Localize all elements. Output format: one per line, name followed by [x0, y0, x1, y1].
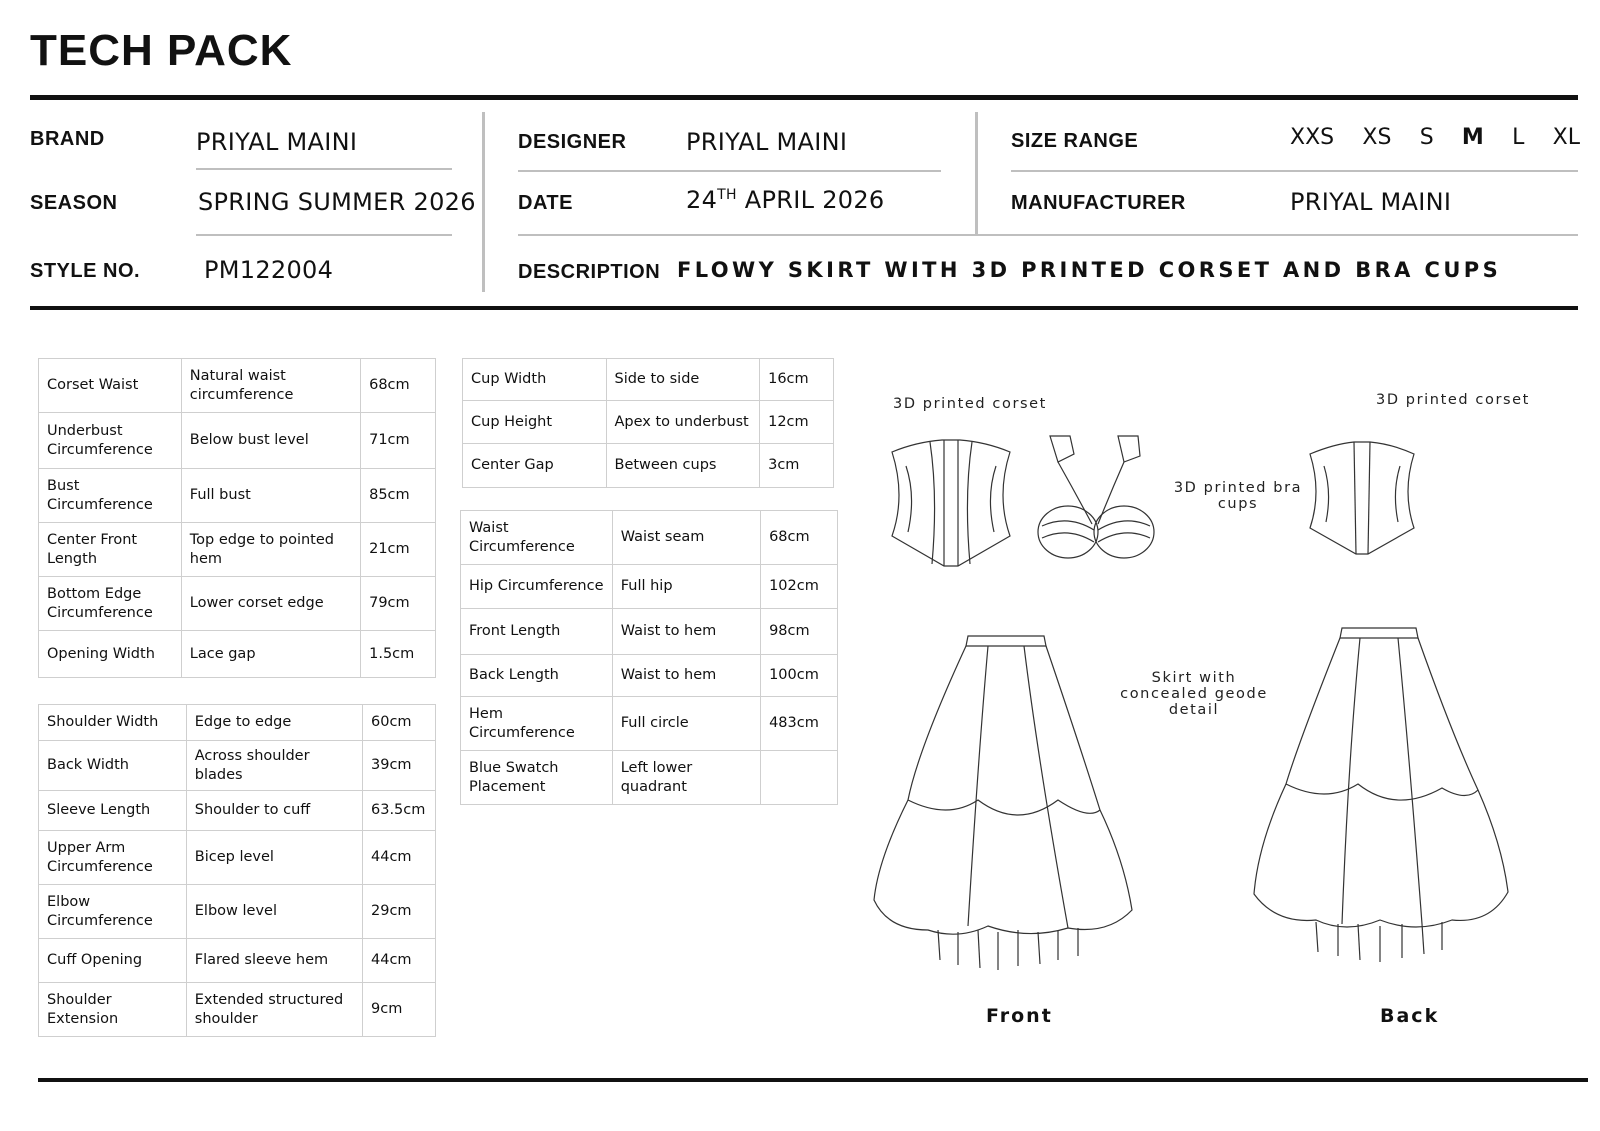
- measurement-name: Hem Circumference: [461, 697, 613, 751]
- measurement-value: [761, 751, 838, 805]
- measurement-name: Hip Circumference: [461, 565, 613, 609]
- table-row: [39, 705, 436, 741]
- measurement-point: Extended structured shoulder: [186, 983, 362, 1037]
- measurement-value: 63.5cm: [363, 791, 436, 831]
- measurement-value: 483cm: [761, 697, 838, 751]
- measurement-value: 98cm: [761, 609, 838, 655]
- season-label: SEASON: [30, 192, 118, 214]
- measurement-value: 60cm: [363, 705, 436, 741]
- measurement-point: Elbow level: [186, 885, 362, 939]
- size-option-selected: M: [1461, 125, 1484, 150]
- measurement-value: 21cm: [361, 523, 436, 577]
- size-option: L: [1512, 125, 1525, 150]
- measurement-point: Edge to edge: [186, 705, 362, 741]
- measurement-name: Shoulder Width: [39, 705, 187, 741]
- skirt-front-sketch: [868, 630, 1138, 975]
- measurement-name: Center Front Length: [39, 523, 182, 577]
- measurement-point: Waist seam: [612, 511, 760, 565]
- size-option: XL: [1552, 125, 1580, 150]
- measurement-name: Corset Waist: [39, 359, 182, 413]
- skirt-back-sketch: [1246, 624, 1516, 974]
- header-bottom-rule: [30, 306, 1578, 310]
- caption-skirt: Skirt with concealed geode detail: [1120, 670, 1268, 718]
- table-row: [39, 469, 436, 523]
- measurement-name: Bottom Edge Circumference: [39, 577, 182, 631]
- table-row: [461, 751, 838, 805]
- measurement-name: Bust Circumference: [39, 469, 182, 523]
- table-row: [39, 523, 436, 577]
- table-row: [39, 577, 436, 631]
- table-row: [461, 511, 838, 565]
- divider: [196, 168, 452, 170]
- measurement-value: 29cm: [363, 885, 436, 939]
- table-row: [461, 565, 838, 609]
- divider: [975, 112, 978, 234]
- manufacturer-label: MANUFACTURER: [1011, 192, 1186, 214]
- measurement-point: Top edge to pointed hem: [181, 523, 360, 577]
- measurement-value: 102cm: [761, 565, 838, 609]
- measurement-point: Left lower quadrant: [612, 751, 760, 805]
- table-row: [463, 401, 834, 444]
- date-label: DATE: [518, 192, 573, 214]
- measurement-value: 39cm: [363, 741, 436, 791]
- footer-rule: [38, 1078, 1588, 1082]
- measurement-point: Full hip: [612, 565, 760, 609]
- corset-front-sketch: [886, 436, 1016, 570]
- table-row: [463, 444, 834, 488]
- style-value: PM122004: [204, 256, 334, 284]
- description-value: FLOWY SKIRT WITH 3D PRINTED CORSET AND BRA CUPS: [677, 258, 1502, 282]
- table-row: [39, 939, 436, 983]
- brand-label: BRAND: [30, 128, 105, 150]
- measurement-name: Back Length: [461, 655, 613, 697]
- size-range: [1290, 125, 1580, 150]
- measurement-value: 68cm: [361, 359, 436, 413]
- measurement-point: Waist to hem: [612, 655, 760, 697]
- table-row: [463, 359, 834, 401]
- measurement-name: Front Length: [461, 609, 613, 655]
- measurement-name: Sleeve Length: [39, 791, 187, 831]
- measurement-point: Lower corset edge: [181, 577, 360, 631]
- designer-value: PRIYAL MAINI: [686, 128, 848, 156]
- back-view-label: Back: [1380, 1005, 1440, 1027]
- measurement-value: 68cm: [761, 511, 838, 565]
- measurement-point: Full circle: [612, 697, 760, 751]
- style-label: STYLE NO.: [30, 260, 141, 282]
- divider: [518, 234, 1578, 236]
- table-row: [39, 631, 436, 678]
- caption-corset-back: 3D printed corset: [1376, 392, 1530, 408]
- measurement-name: Blue Swatch Placement: [461, 751, 613, 805]
- measurement-value: 16cm: [760, 359, 834, 401]
- brand-value: PRIYAL MAINI: [196, 128, 358, 156]
- size-option: XXS: [1290, 125, 1335, 150]
- measurement-name: Underbust Circumference: [39, 413, 182, 469]
- measurement-value: 44cm: [363, 939, 436, 983]
- measurement-point: Flared sleeve hem: [186, 939, 362, 983]
- table-row: [461, 697, 838, 751]
- measurement-point: Shoulder to cuff: [186, 791, 362, 831]
- page-title: TECH PACK: [30, 26, 293, 75]
- shoulder-sleeve-measurements-table: [38, 704, 436, 1037]
- measurement-point: Full bust: [181, 469, 360, 523]
- table-row: [39, 885, 436, 939]
- table-row: [39, 791, 436, 831]
- measurement-value: 1.5cm: [361, 631, 436, 678]
- measurement-point: Side to side: [606, 359, 760, 401]
- measurement-point: Between cups: [606, 444, 760, 488]
- measurement-value: 9cm: [363, 983, 436, 1037]
- measurement-name: Cuff Opening: [39, 939, 187, 983]
- caption-corset-front: 3D printed corset: [893, 396, 1047, 412]
- measurement-value: 100cm: [761, 655, 838, 697]
- top-rule: [30, 95, 1578, 100]
- measurement-value: 71cm: [361, 413, 436, 469]
- table-row: [39, 983, 436, 1037]
- table-row: [39, 413, 436, 469]
- measurement-name: Cup Width: [463, 359, 607, 401]
- caption-bra-cups: 3D printed bra cups: [1173, 480, 1303, 512]
- measurement-point: Lace gap: [181, 631, 360, 678]
- corset-back-sketch: [1306, 440, 1418, 556]
- measurement-value: 3cm: [760, 444, 834, 488]
- front-view-label: Front: [986, 1005, 1053, 1027]
- table-row: [39, 359, 436, 413]
- divider: [196, 234, 452, 236]
- divider: [518, 170, 941, 172]
- measurement-point: Across shoulder blades: [186, 741, 362, 791]
- season-value: SPRING SUMMER 2026: [198, 188, 476, 216]
- size-option: XS: [1362, 125, 1392, 150]
- measurement-name: Upper Arm Circumference: [39, 831, 187, 885]
- corset-measurements-table: [38, 358, 436, 678]
- measurement-name: Cup Height: [463, 401, 607, 444]
- table-row: [39, 831, 436, 885]
- table-row: [39, 741, 436, 791]
- description-label: DESCRIPTION: [518, 261, 661, 283]
- measurement-point: Bicep level: [186, 831, 362, 885]
- measurement-name: Back Width: [39, 741, 187, 791]
- size-option: S: [1419, 125, 1434, 150]
- divider: [1011, 170, 1578, 172]
- measurement-name: Shoulder Extension: [39, 983, 187, 1037]
- measurement-name: Opening Width: [39, 631, 182, 678]
- size-range-label: SIZE RANGE: [1011, 130, 1139, 152]
- measurement-point: Apex to underbust: [606, 401, 760, 444]
- divider: [482, 112, 485, 292]
- measurement-point: Natural waist circumference: [181, 359, 360, 413]
- measurement-point: Waist to hem: [612, 609, 760, 655]
- measurement-name: Waist Circumference: [461, 511, 613, 565]
- table-row: [461, 609, 838, 655]
- measurement-value: 12cm: [760, 401, 834, 444]
- table-row: [461, 655, 838, 697]
- measurement-point: Below bust level: [181, 413, 360, 469]
- measurement-value: 44cm: [363, 831, 436, 885]
- bra-cups-sketch: [1036, 434, 1156, 564]
- measurement-value: 85cm: [361, 469, 436, 523]
- measurement-name: Center Gap: [463, 444, 607, 488]
- designer-label: DESIGNER: [518, 131, 627, 153]
- date-value: 24TH APRIL 2026: [686, 186, 885, 214]
- manufacturer-value: PRIYAL MAINI: [1290, 188, 1452, 216]
- measurement-name: Elbow Circumference: [39, 885, 187, 939]
- bra-cup-measurements-table: [462, 358, 834, 488]
- skirt-measurements-table: [460, 510, 838, 805]
- measurement-value: 79cm: [361, 577, 436, 631]
